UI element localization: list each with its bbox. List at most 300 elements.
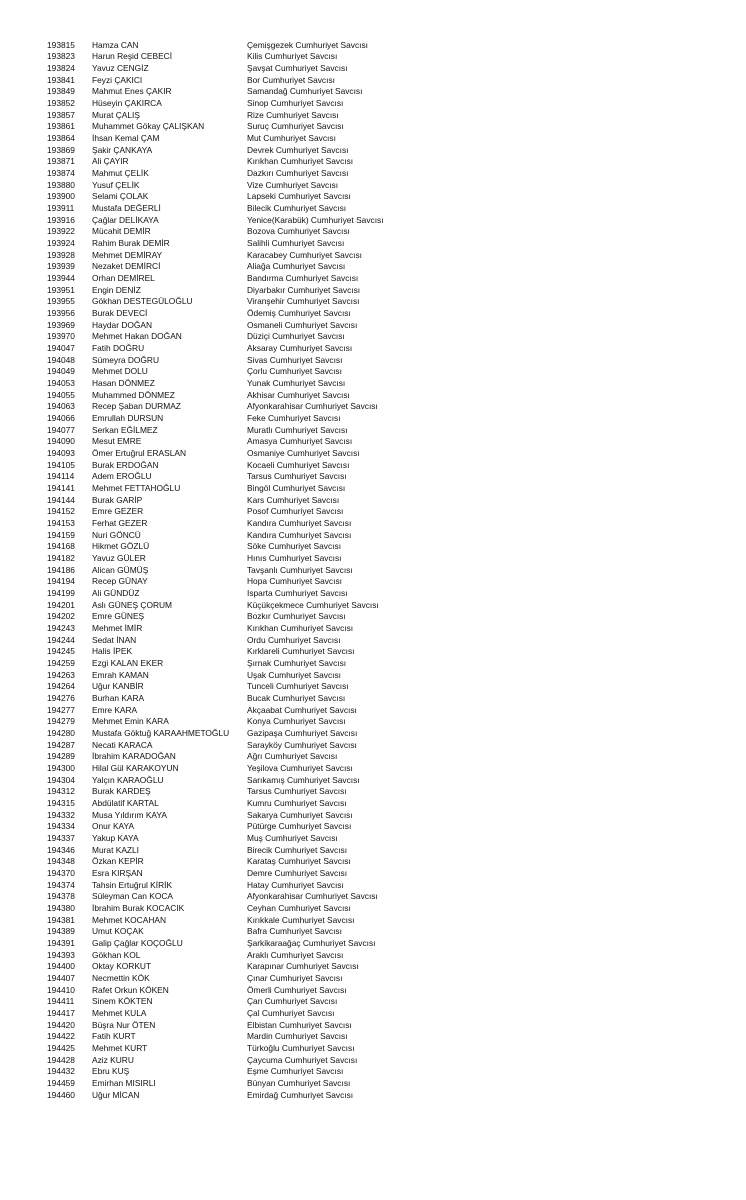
table-row — [0, 798, 746, 810]
record-id: 194420 — [47, 1019, 75, 1030]
office-title: Elbistan Cumhuriyet Savcısı — [247, 1019, 352, 1030]
office-title: Ödemiş Cumhuriyet Savcısı — [247, 307, 351, 318]
record-id: 194199 — [47, 587, 75, 598]
office-title: Osmaneli Cumhuriyet Savcısı — [247, 319, 358, 330]
record-id: 194114 — [47, 471, 75, 482]
table-row — [0, 413, 746, 425]
table-row — [0, 320, 746, 332]
person-name: Fatih DOĞRU — [92, 342, 145, 353]
person-name: Ebru KUŞ — [92, 1066, 130, 1077]
record-id: 194400 — [47, 961, 75, 972]
person-name: Sümeyra DOĞRU — [92, 354, 160, 365]
table-row — [0, 156, 746, 168]
person-name: Burak DEVECİ — [92, 307, 148, 318]
table-row — [0, 1020, 746, 1032]
person-name: Mesut EMRE — [92, 436, 142, 447]
person-name: Mücahit DEMİR — [92, 226, 151, 237]
office-title: Dazkırı Cumhuriyet Savcısı — [247, 167, 349, 178]
person-name: İhsan Kemal ÇAM — [92, 132, 160, 143]
table-row — [0, 611, 746, 623]
office-title: Hınıs Cumhuriyet Savcısı — [247, 552, 342, 563]
table-row — [0, 308, 746, 320]
person-name: Yusuf ÇELİK — [92, 179, 140, 190]
person-name: Oktay KORKUT — [92, 961, 152, 972]
table-row — [0, 553, 746, 565]
person-name: Haydar DOĞAN — [92, 319, 153, 330]
table-row — [0, 903, 746, 915]
person-name: Yakup KAYA — [92, 833, 139, 844]
person-name: Murat KAZLI — [92, 844, 140, 855]
office-title: Afyonkarahisar Cumhuriyet Savcısı — [247, 891, 378, 902]
record-id: 194152 — [47, 506, 75, 517]
table-row — [0, 950, 746, 962]
record-id: 194168 — [47, 541, 75, 552]
record-id: 193900 — [47, 191, 75, 202]
office-title: Sinop Cumhuriyet Savcısı — [247, 97, 344, 108]
office-title: Bozova Cumhuriyet Savcısı — [247, 226, 350, 237]
record-id: 194053 — [47, 377, 75, 388]
office-title: Türkoğlu Cumhuriyet Savcısı — [247, 1043, 355, 1054]
person-name: Gökhan KOL — [92, 949, 141, 960]
office-title: Çorlu Cumhuriyet Savcısı — [247, 366, 342, 377]
table-row — [0, 51, 746, 63]
person-name: Hilal Gül KARAKOYUN — [92, 763, 179, 774]
record-id: 194411 — [47, 996, 75, 1007]
record-id: 193823 — [47, 51, 75, 62]
record-id: 194287 — [47, 739, 75, 750]
record-id: 194105 — [47, 459, 75, 470]
person-name: Aslı GÜNEŞ ÇORUM — [92, 599, 173, 610]
office-title: Tarsus Cumhuriyet Savcısı — [247, 786, 347, 797]
person-name: Ferhat GEZER — [92, 517, 148, 528]
person-name: Harun Reşid CEBECİ — [92, 51, 173, 62]
record-id: 194243 — [47, 623, 75, 633]
table-row — [0, 740, 746, 752]
person-name: Yalçın KARAOĞLU — [92, 774, 164, 785]
table-row — [0, 366, 746, 378]
record-id: 193874 — [47, 167, 75, 178]
office-title: Ağrı Cumhuriyet Savcısı — [247, 751, 338, 762]
office-title: Bozkır Cumhuriyet Savcısı — [247, 611, 346, 622]
record-id: 194417 — [47, 1008, 75, 1019]
table-row — [0, 203, 746, 215]
record-id: 194277 — [47, 704, 75, 715]
office-title: Kilis Cumhuriyet Savcısı — [247, 51, 338, 62]
record-id: 194153 — [47, 517, 75, 528]
table-row — [0, 471, 746, 483]
office-title: Küçükçekmece Cumhuriyet Savcısı — [247, 599, 379, 610]
office-title: Şırnak Cumhuriyet Savcısı — [247, 658, 347, 668]
record-id: 193969 — [47, 319, 75, 330]
person-name: Mahmut ÇELİK — [92, 167, 149, 178]
table-row — [0, 483, 746, 495]
table-row — [0, 1043, 746, 1055]
table-row — [0, 343, 746, 355]
office-title: Bingöl Cumhuriyet Savcısı — [247, 482, 346, 493]
office-title: Kırıkkale Cumhuriyet Savcısı — [247, 914, 355, 925]
person-name: Sinem KÖKTEN — [92, 996, 153, 1007]
office-title: Akçaabat Cumhuriyet Savcısı — [247, 704, 357, 715]
record-id: 193880 — [47, 179, 75, 190]
person-name: Rahim Burak DEMİR — [92, 237, 170, 248]
person-name: Hüseyin ÇAKIRCA — [92, 97, 162, 108]
record-id: 194077 — [47, 424, 75, 435]
record-id: 193824 — [47, 62, 75, 73]
person-name: Mehmet KULA — [92, 1008, 147, 1019]
record-id: 194047 — [47, 342, 75, 353]
person-name: Selami ÇOLAK — [92, 191, 149, 202]
office-title: Kandıra Cumhuriyet Savcısı — [247, 529, 352, 540]
person-name: Engin DENİZ — [92, 284, 141, 295]
record-id: 193928 — [47, 249, 75, 260]
person-name: Esra KIRŞAN — [92, 868, 143, 879]
table-row — [0, 891, 746, 903]
table-row — [0, 273, 746, 285]
office-title: Çemişgezek Cumhuriyet Savcısı — [247, 39, 369, 50]
table-row — [0, 670, 746, 682]
table-row — [0, 880, 746, 892]
record-id: 194201 — [47, 599, 75, 610]
table-row — [0, 226, 746, 238]
record-id: 194304 — [47, 774, 75, 785]
record-id: 193922 — [47, 226, 75, 237]
office-title: Bandırma Cumhuriyet Savcısı — [247, 272, 359, 283]
record-id: 194280 — [47, 728, 75, 739]
table-row — [0, 716, 746, 728]
office-title: Ordu Cumhuriyet Savcısı — [247, 634, 341, 645]
record-id: 194370 — [47, 868, 75, 879]
person-name: Mustafa Göktuğ KARAAHMETOĞLU — [92, 728, 230, 739]
record-id: 194093 — [47, 447, 75, 458]
office-title: Bilecik Cumhuriyet Savcısı — [247, 202, 347, 213]
record-id: 194381 — [47, 914, 75, 925]
person-name: Mehmet DOLU — [92, 366, 148, 377]
table-row — [0, 40, 746, 52]
record-id: 194063 — [47, 401, 75, 412]
person-name: Süleyman Can KOCA — [92, 891, 173, 902]
record-id: 193852 — [47, 97, 75, 108]
office-title: Bucak Cumhuriyet Savcısı — [247, 693, 346, 704]
record-id: 194159 — [47, 529, 75, 540]
table-row — [0, 121, 746, 133]
table-row — [0, 285, 746, 297]
office-title: Uşak Cumhuriyet Savcısı — [247, 669, 342, 680]
table-row — [0, 810, 746, 822]
table-row — [0, 168, 746, 180]
person-name: Burak GARİP — [92, 494, 143, 505]
record-id: 193951 — [47, 284, 75, 295]
record-id: 194186 — [47, 564, 75, 575]
office-title: Amasya Cumhuriyet Savcısı — [247, 436, 353, 447]
person-name: Halis İPEK — [92, 646, 133, 657]
record-id: 194289 — [47, 751, 75, 762]
table-row — [0, 425, 746, 437]
office-title: Samandağ Cumhuriyet Savcısı — [247, 86, 363, 97]
record-id: 194407 — [47, 973, 75, 984]
office-title: Sarıkamış Cumhuriyet Savcısı — [247, 774, 360, 785]
office-title: Kırklareli Cumhuriyet Savcısı — [247, 646, 355, 657]
table-row — [0, 63, 746, 75]
office-title: Mardin Cumhuriyet Savcısı — [247, 1031, 348, 1042]
record-id: 194460 — [47, 1089, 75, 1100]
office-title: Bünyan Cumhuriyet Savcısı — [247, 1078, 351, 1089]
office-title: Söke Cumhuriyet Savcısı — [247, 541, 342, 552]
person-name: Ezgi KALAN EKER — [92, 658, 164, 668]
table-row — [0, 86, 746, 98]
person-name: Emre KARA — [92, 704, 138, 715]
office-title: Kars Cumhuriyet Savcısı — [247, 494, 340, 505]
table-row — [0, 296, 746, 308]
record-id: 194422 — [47, 1031, 75, 1042]
person-name: Murat ÇALIŞ — [92, 109, 140, 120]
person-name: Büşra Nur ÖTEN — [92, 1019, 156, 1030]
person-name: Necati KARACA — [92, 739, 153, 750]
person-name: Sedat İNAN — [92, 634, 137, 645]
office-title: Posof Cumhuriyet Savcısı — [247, 506, 344, 517]
record-id: 194263 — [47, 669, 75, 680]
table-row — [0, 786, 746, 798]
person-name: Yavuz GÜLER — [92, 552, 146, 563]
table-row — [0, 250, 746, 262]
person-name: Özkan KEPİR — [92, 856, 144, 867]
record-id: 194144 — [47, 494, 75, 505]
person-name: İbrahim Burak KOCACIK — [92, 903, 185, 914]
table-row — [0, 180, 746, 192]
office-title: Devrek Cumhuriyet Savcısı — [247, 144, 349, 155]
person-name: Orhan DEMİREL — [92, 272, 155, 283]
record-id: 194049 — [47, 366, 75, 377]
table-row — [0, 1008, 746, 1020]
record-id: 194055 — [47, 389, 75, 400]
record-id: 193869 — [47, 144, 75, 155]
person-name: Mehmet Hakan DOĞAN — [92, 331, 182, 342]
office-title: Eşme Cumhuriyet Savcısı — [247, 1066, 344, 1077]
record-id: 194264 — [47, 681, 75, 692]
office-title: Demre Cumhuriyet Savcısı — [247, 868, 348, 879]
record-id: 193864 — [47, 132, 75, 143]
person-name: Burak ERDOĞAN — [92, 459, 159, 470]
table-row — [0, 693, 746, 705]
record-id: 194378 — [47, 891, 75, 902]
office-title: Emirdağ Cumhuriyet Savcısı — [247, 1089, 354, 1100]
office-title: Feke Cumhuriyet Savcısı — [247, 412, 341, 423]
table-row — [0, 938, 746, 950]
person-name: Tahsin Ertuğrul KİRİK — [92, 879, 173, 890]
office-title: Osmaniye Cumhuriyet Savcısı — [247, 447, 360, 458]
office-title: Viranşehir Cumhuriyet Savcısı — [247, 296, 360, 307]
table-row — [0, 401, 746, 413]
office-title: Yunak Cumhuriyet Savcısı — [247, 377, 346, 388]
person-name: Onur KAYA — [92, 821, 135, 832]
office-title: Karataş Cumhuriyet Savcısı — [247, 856, 351, 867]
table-row — [0, 215, 746, 227]
table-row — [0, 763, 746, 775]
person-name: Aziz KURU — [92, 1054, 134, 1065]
office-title: Kandıra Cumhuriyet Savcısı — [247, 517, 352, 528]
person-name: Ali ÇAYIR — [92, 156, 129, 167]
person-name: Çağlar DELİKAYA — [92, 214, 159, 225]
office-title: Muratlı Cumhuriyet Savcısı — [247, 424, 348, 435]
office-title: Gazipaşa Cumhuriyet Savcısı — [247, 728, 358, 739]
record-id: 194312 — [47, 786, 75, 797]
office-title: Yenice(Karabük) Cumhuriyet Savcısı — [247, 214, 384, 225]
office-title: Karacabey Cumhuriyet Savcısı — [247, 249, 362, 260]
record-id: 193939 — [47, 261, 75, 272]
table-row — [0, 635, 746, 647]
table-row — [0, 728, 746, 740]
table-row — [0, 1066, 746, 1078]
person-name: Alican GÜMÜŞ — [92, 564, 149, 575]
record-id: 193861 — [47, 121, 75, 132]
person-name: Recep Şaban DURMAZ — [92, 401, 181, 412]
person-name: Mahmut Enes ÇAKIR — [92, 86, 172, 97]
person-name: Mehmet KURT — [92, 1043, 148, 1054]
table-row — [0, 705, 746, 717]
person-name: Hasan DÖNMEZ — [92, 377, 155, 388]
office-title: Düziçi Cumhuriyet Savcısı — [247, 331, 345, 342]
person-name: Şakir ÇANKAYA — [92, 144, 153, 155]
record-id: 194259 — [47, 658, 75, 668]
person-name: Nezaket DEMİRCİ — [92, 261, 161, 272]
person-name: Abdülatif KARTAL — [92, 798, 159, 809]
person-name: Umut KOÇAK — [92, 926, 144, 937]
table-row — [0, 518, 746, 530]
office-title: Mut Cumhuriyet Savcısı — [247, 132, 336, 143]
record-id: 194389 — [47, 926, 75, 937]
record-id: 193841 — [47, 74, 75, 85]
record-id: 194374 — [47, 879, 75, 890]
record-id: 194202 — [47, 611, 75, 622]
person-name: Ali GÜNDÜZ — [92, 587, 140, 598]
person-name: Mehmet Emin KARA — [92, 716, 169, 727]
table-row — [0, 495, 746, 507]
office-title: Hatay Cumhuriyet Savcısı — [247, 879, 344, 890]
record-id: 194245 — [47, 646, 75, 657]
office-title: Kumru Cumhuriyet Savcısı — [247, 798, 347, 809]
record-id: 194391 — [47, 938, 75, 949]
office-title: Isparta Cumhuriyet Savcısı — [247, 587, 348, 598]
table-row — [0, 845, 746, 857]
office-title: Kocaeli Cumhuriyet Savcısı — [247, 459, 350, 470]
office-title: Konya Cumhuriyet Savcısı — [247, 716, 346, 727]
table-row — [0, 355, 746, 367]
person-name: Mehmet FETTAHOĞLU — [92, 482, 181, 493]
person-name: Nuri GÖNCÜ — [92, 529, 141, 540]
office-title: Diyarbakır Cumhuriyet Savcısı — [247, 284, 361, 295]
record-id: 194432 — [47, 1066, 75, 1077]
table-row — [0, 623, 746, 635]
person-name: Mehmet İMİR — [92, 623, 143, 633]
office-title: Tavşanlı Cumhuriyet Savcısı — [247, 564, 353, 575]
table-row — [0, 856, 746, 868]
person-name: Yavuz CENGİZ — [92, 62, 149, 73]
office-title: Aliağa Cumhuriyet Savcısı — [247, 261, 346, 272]
record-id: 193871 — [47, 156, 75, 167]
person-name: Ömer Ertuğrul ERASLAN — [92, 447, 187, 458]
record-id: 193956 — [47, 307, 75, 318]
table-row — [0, 191, 746, 203]
record-id: 194276 — [47, 693, 75, 704]
office-title: Bafra Cumhuriyet Savcısı — [247, 926, 342, 937]
table-row — [0, 460, 746, 472]
table-row — [0, 985, 746, 997]
table-row — [0, 868, 746, 880]
table-row — [0, 996, 746, 1008]
table-row — [0, 833, 746, 845]
person-name: Rafet Orkun KÖKEN — [92, 984, 169, 995]
table-row — [0, 390, 746, 402]
office-title: Aksaray Cumhuriyet Savcısı — [247, 342, 353, 353]
record-id: 193911 — [47, 202, 75, 213]
office-title: Tarsus Cumhuriyet Savcısı — [247, 471, 347, 482]
office-title: Araklı Cumhuriyet Savcısı — [247, 949, 344, 960]
office-title: Tunceli Cumhuriyet Savcısı — [247, 681, 349, 692]
table-row — [0, 588, 746, 600]
record-id: 194380 — [47, 903, 75, 914]
office-title: Çal Cumhuriyet Savcısı — [247, 1008, 335, 1019]
table-row — [0, 1078, 746, 1090]
person-name: Fatih KURT — [92, 1031, 136, 1042]
record-id: 193944 — [47, 272, 75, 283]
record-id: 194066 — [47, 412, 75, 423]
person-name: Uğur MİCAN — [92, 1089, 140, 1100]
office-title: Çan Cumhuriyet Savcısı — [247, 996, 338, 1007]
table-row — [0, 926, 746, 938]
table-row — [0, 530, 746, 542]
office-title: Vize Cumhuriyet Savcısı — [247, 179, 339, 190]
table-row — [0, 681, 746, 693]
office-title: Şarkikaraağaç Cumhuriyet Savcısı — [247, 938, 376, 949]
office-title: Kırıkhan Cumhuriyet Savcısı — [247, 623, 354, 633]
record-id: 194090 — [47, 436, 75, 447]
office-title: Sakarya Cumhuriyet Savcısı — [247, 809, 353, 820]
office-title: Suruç Cumhuriyet Savcısı — [247, 121, 344, 132]
record-id: 194332 — [47, 809, 75, 820]
person-name: Emrullah DURSUN — [92, 412, 164, 423]
table-row — [0, 448, 746, 460]
person-name: Adem EROĞLU — [92, 471, 152, 482]
table-row — [0, 378, 746, 390]
table-row — [0, 506, 746, 518]
record-id: 194194 — [47, 576, 75, 587]
office-title: Sarayköy Cumhuriyet Savcısı — [247, 739, 357, 750]
record-id: 194048 — [47, 354, 75, 365]
record-id: 194428 — [47, 1054, 75, 1065]
person-name: Hikmet GÖZLÜ — [92, 541, 150, 552]
record-id: 193916 — [47, 214, 75, 225]
table-row — [0, 110, 746, 122]
record-id: 194244 — [47, 634, 75, 645]
office-title: Salihli Cumhuriyet Savcısı — [247, 237, 345, 248]
person-name: Muhammed DÖNMEZ — [92, 389, 175, 400]
record-id: 194393 — [47, 949, 75, 960]
person-name: Emirhan MISIRLI — [92, 1078, 156, 1089]
person-name: Uğur KANBİR — [92, 681, 144, 692]
table-row — [0, 436, 746, 448]
person-name: Musa Yıldırım KAYA — [92, 809, 167, 820]
record-id: 193815 — [47, 39, 75, 50]
table-row — [0, 1090, 746, 1102]
table-row — [0, 576, 746, 588]
table-row — [0, 541, 746, 553]
table-row — [0, 133, 746, 145]
office-title: Afyonkarahisar Cumhuriyet Savcısı — [247, 401, 378, 412]
person-name: Mehmet DEMİRAY — [92, 249, 163, 260]
person-name: Emrah KAMAN — [92, 669, 149, 680]
office-title: Şavşat Cumhuriyet Savcısı — [247, 62, 348, 73]
table-row — [0, 238, 746, 250]
office-title: Pütürge Cumhuriyet Savcısı — [247, 821, 352, 832]
